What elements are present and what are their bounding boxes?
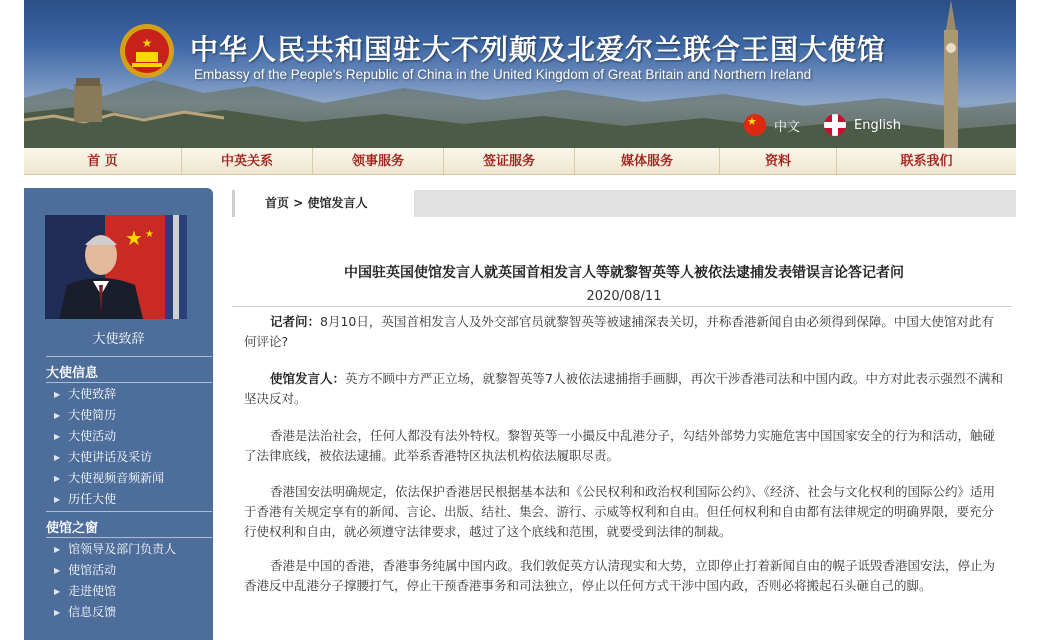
nav-contact-us[interactable]: 联系我们 bbox=[900, 154, 953, 169]
arrow-right-icon: ▶ bbox=[54, 390, 61, 399]
sidebar bbox=[24, 188, 213, 640]
arrow-right-icon: ▶ bbox=[54, 587, 61, 596]
nav-china-uk-relations[interactable]: 中英关系 bbox=[182, 148, 313, 175]
breadcrumb-home-link[interactable]: 首页 bbox=[265, 196, 290, 210]
ambassador-speech-link[interactable]: 大使致辞 bbox=[92, 332, 145, 347]
embassy-window-list bbox=[54, 539, 176, 623]
svg-text:★: ★ bbox=[125, 226, 143, 250]
lang-cn-label: 中文 bbox=[774, 119, 801, 135]
page-title-en: Embassy of the People's Republic of China in the United Kingdom of Great Britain and Northern Ireland bbox=[194, 67, 812, 82]
arrow-right-icon: ▶ bbox=[54, 566, 61, 575]
sidebar-divider bbox=[46, 356, 212, 357]
svg-text:★: ★ bbox=[145, 229, 154, 240]
spokesperson-label: 使馆发言人： bbox=[270, 371, 346, 386]
ambassador-photo[interactable] bbox=[45, 215, 187, 319]
lang-switch-en[interactable] bbox=[824, 114, 901, 136]
sidebar-item-ambassador-media[interactable]: ▶ 大使视频音频新闻 bbox=[54, 468, 164, 489]
lang-en-label: English bbox=[854, 117, 901, 133]
article-paragraph-5: 香港是中国的香港，香港事务纯属中国内政。我们敦促英方认清现实和大势，立即停止打着新闻自由的幌子诋毁香港国安法，停止为香港反中乱港分子撑腰打气，停止干预香港事务和司法独立，停止以任何方式干涉中国内政，否则必将搬起石头砸自己的脚。 bbox=[244, 558, 996, 593]
ambassador-info-list bbox=[54, 384, 164, 510]
article-paragraph-question bbox=[244, 312, 1004, 352]
sidebar-item-ambassador-speech[interactable]: ▶ 大使致辞 bbox=[54, 384, 164, 405]
ambassador-portrait-image bbox=[45, 215, 187, 319]
uk-flag-icon bbox=[824, 114, 846, 136]
sidebar-divider bbox=[46, 537, 212, 538]
arrow-right-icon: ▶ bbox=[54, 474, 61, 483]
article-paragraph-3: 香港是法治社会，任何人都没有法外特权。黎智英等一小撮反中乱港分子，勾结外部势力实施危害中国国家安全的行为和活动，触碰了法律底线，被依法逮捕。此举系香港特区执法机构依法履职尽责。 bbox=[244, 428, 996, 463]
sidebar-item-feedback[interactable]: ▶ 信息反馈 bbox=[54, 602, 176, 623]
nav-media-services[interactable]: 媒体服务 bbox=[575, 148, 720, 175]
article-title: 中国驻英国使馆发言人就英国首相发言人等就黎智英等人被依法逮捕发表错误言论答记者问 bbox=[344, 265, 904, 281]
sidebar-item-ambassador-activities[interactable]: ▶ 大使活动 bbox=[54, 426, 164, 447]
big-ben-tower bbox=[936, 0, 966, 148]
sidebar-item-about-embassy[interactable]: ▶ 走进使馆 bbox=[54, 581, 176, 602]
question-text: 8月10日，英国首相发言人及外交部官员就黎智英等被逮捕深表关切，并称香港新闻自由必须得到保障。中国大使馆对此有何评论? bbox=[244, 314, 994, 349]
title-divider bbox=[232, 306, 1012, 307]
article-paragraph-4: 香港国安法明确规定，依法保护香港居民根据基本法和《公民权利和政治权利国际公约》、《经济、社会与文化权利的国际公约》适用于香港有关规定享有的新闻、言论、出版、结社、集会、游行、示威等权利和自由。但任何权利和自由都有法律规定的明确界限，要充分行使权利和自由，就必须遵守法律要求，越过了这个底线和范围，就要受到法律的制裁。 bbox=[244, 484, 996, 539]
breadcrumb-separator: > bbox=[289, 196, 308, 210]
article-paragraph-answer bbox=[244, 369, 1004, 409]
nav-resources[interactable]: 资料 bbox=[720, 148, 837, 175]
main-nav bbox=[24, 148, 1016, 175]
header-banner bbox=[24, 0, 1016, 148]
sidebar-section-embassy: 使馆之窗 bbox=[46, 521, 99, 536]
article-date: 2020/08/11 bbox=[586, 289, 662, 304]
nav-consular-services[interactable]: 领事服务 bbox=[313, 148, 444, 175]
reporter-label: 记者问： bbox=[270, 314, 321, 329]
arrow-right-icon: ▶ bbox=[54, 545, 61, 554]
page-title-cn: 中华人民共和国驻大不列颠及北爱尔兰联合王国大使馆 bbox=[190, 33, 887, 66]
sidebar-item-ambassador-resume[interactable]: ▶ 大使简历 bbox=[54, 405, 164, 426]
arrow-right-icon: ▶ bbox=[54, 453, 61, 462]
answer-text: 英方不顾中方严正立场，就黎智英等7人被依法逮捕指手画脚，再次干涉香港司法和中国内政。中方对此表示强烈不满和坚决反对。 bbox=[244, 371, 1003, 406]
sidebar-section-ambassador: 大使信息 bbox=[46, 366, 99, 381]
sidebar-divider bbox=[46, 382, 212, 383]
svg-text:★: ★ bbox=[141, 36, 153, 50]
arrow-right-icon: ▶ bbox=[54, 608, 61, 617]
sidebar-item-embassy-activities[interactable]: ▶ 使馆活动 bbox=[54, 560, 176, 581]
sidebar-item-former-ambassadors[interactable]: ▶ 历任大使 bbox=[54, 489, 164, 510]
nav-home[interactable]: 首 页 bbox=[24, 148, 182, 175]
national-emblem-icon bbox=[118, 22, 176, 80]
china-flag-icon bbox=[744, 114, 766, 136]
lang-switch-cn[interactable] bbox=[744, 114, 800, 136]
breadcrumb-tab bbox=[232, 190, 414, 217]
nav-visa-services[interactable]: 签证服务 bbox=[444, 148, 575, 175]
arrow-right-icon: ▶ bbox=[54, 495, 61, 504]
breadcrumb bbox=[232, 190, 1016, 217]
arrow-right-icon: ▶ bbox=[54, 411, 61, 420]
sidebar-item-leadership[interactable]: ▶ 馆领导及部门负责人 bbox=[54, 539, 176, 560]
arrow-right-icon: ▶ bbox=[54, 432, 61, 441]
sidebar-item-ambassador-interviews[interactable]: ▶ 大使讲话及采访 bbox=[54, 447, 164, 468]
sidebar-divider bbox=[46, 511, 212, 512]
breadcrumb-current-link[interactable]: 使馆发言人 bbox=[307, 196, 368, 210]
